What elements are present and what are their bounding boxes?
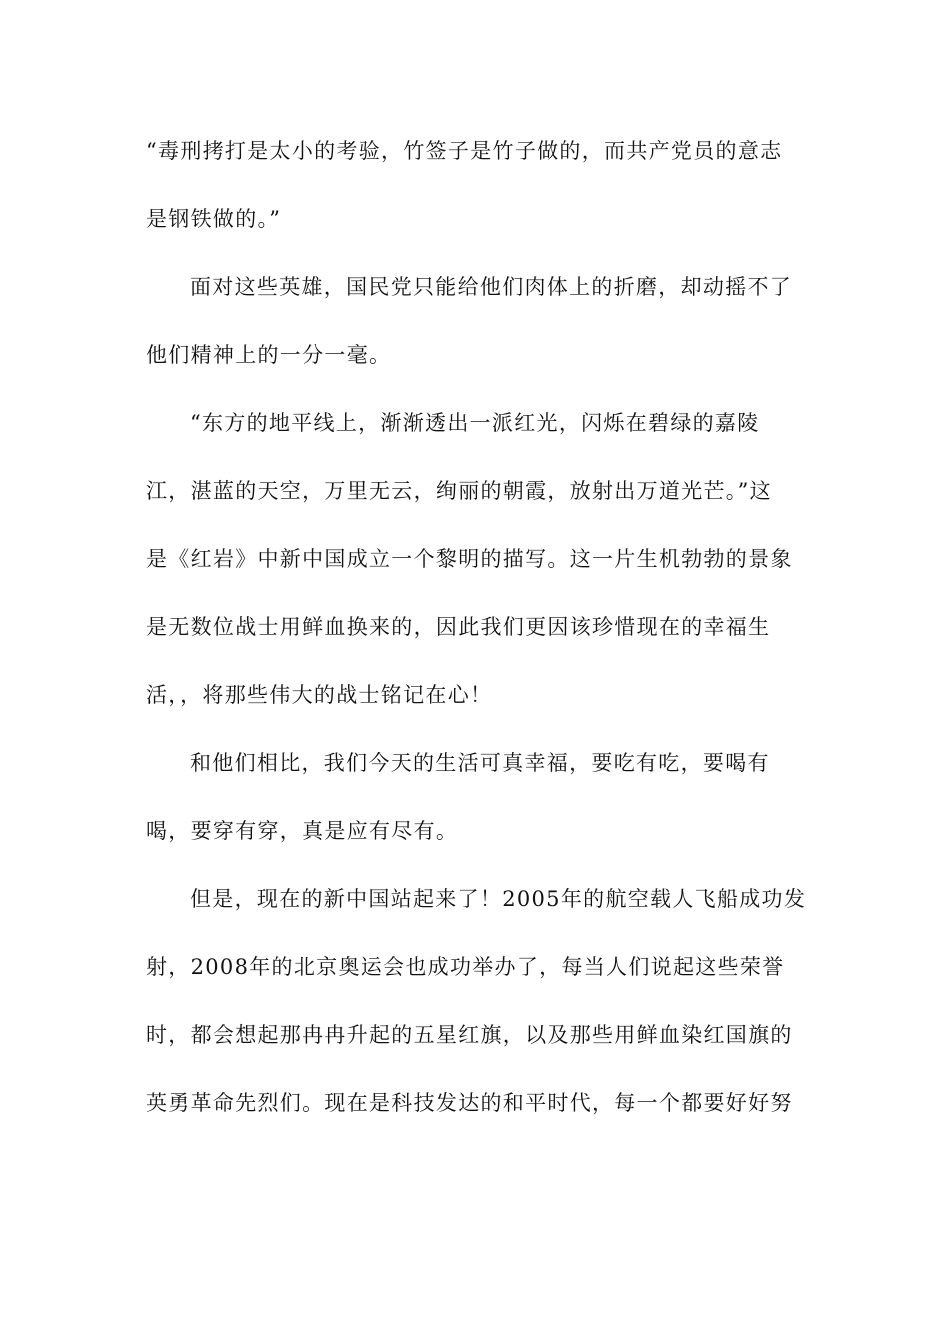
text-line: 活，，将那些伟大的战士铭记在心！ bbox=[146, 683, 493, 707]
text-line: 江，湛蓝的天空，万里无云，绚丽的朝霞，放射出万道光芒。”这 bbox=[146, 479, 772, 503]
text-line: 英勇革命先烈们。现在是科技发达的和平时代，每一个都要好好努 bbox=[146, 1091, 793, 1115]
paragraph-start-line: “东方的地平线上，渐渐透出一派红光，闪烁在碧绿的嘉陵 bbox=[190, 411, 760, 435]
text-line: 是《红岩》中新中国成立一个黎明的描写。这一片生机勃勃的景象 bbox=[146, 547, 793, 571]
text-line: 是无数位战士用鲜血换来的，因此我们更因该珍惜现在的幸福生 bbox=[146, 615, 771, 639]
paragraph-start-line: 和他们相比，我们今天的生活可真幸福，要吃有吃，要喝有 bbox=[190, 751, 770, 775]
text-line: 喝，要穿有穿，真是应有尽有。 bbox=[146, 819, 459, 843]
text-line: “毒刑拷打是太小的考验，竹签子是竹子做的，而共产党员的意志 bbox=[146, 139, 783, 163]
paragraph-start-line: 面对这些英雄，国民党只能给他们肉体上的折磨，却动摇不了 bbox=[190, 275, 793, 299]
text-line: 是钢铁做的。” bbox=[146, 207, 282, 231]
text-line: 时，都会想起那冉冉升起的五星红旗，以及那些用鲜血染红国旗的 bbox=[146, 1023, 793, 1047]
paragraph-start-line: 但是，现在的新中国站起来了！2005年的航空载人飞船成功发 bbox=[190, 887, 807, 911]
text-line: 他们精神上的一分一毫。 bbox=[146, 343, 392, 367]
text-line: 射，2008年的北京奥运会也成功举办了，每当人们说起这些荣誉 bbox=[146, 955, 785, 979]
